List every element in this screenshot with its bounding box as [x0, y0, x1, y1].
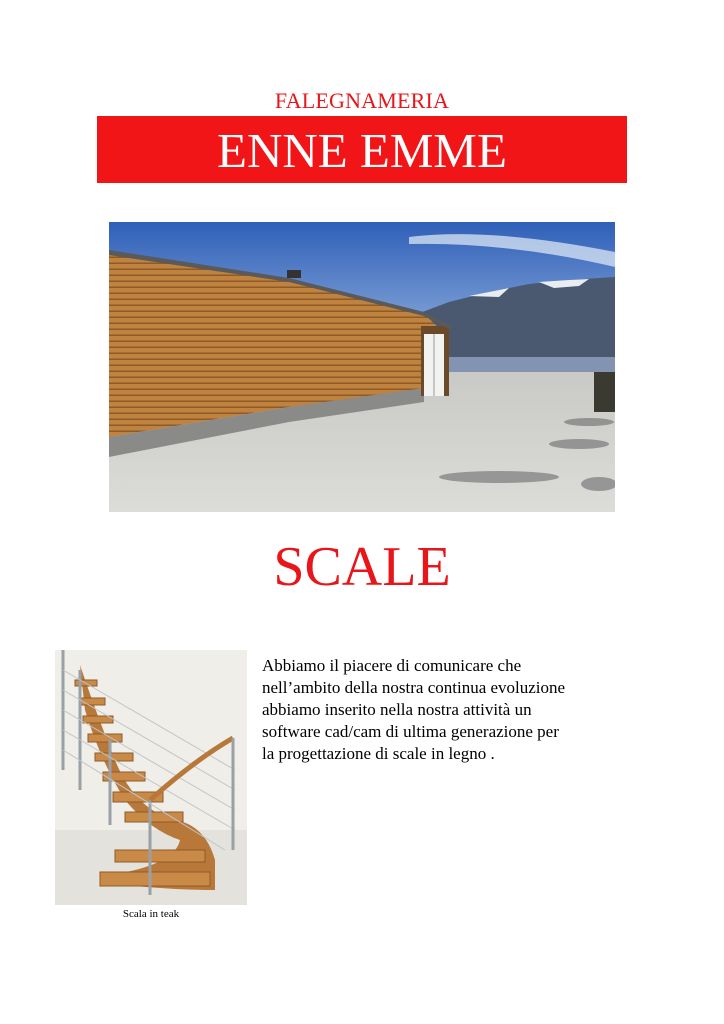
company-name: ENNE EMME: [217, 123, 507, 178]
company-subtitle: FALEGNAMERIA: [274, 88, 450, 113]
workshop-building-photo: [109, 222, 615, 512]
section-title: SCALE: [273, 536, 451, 598]
body-line: Abbiamo il piacere di comunicare che: [262, 656, 522, 675]
body-line: nell’ambito della nostra continua evoluzione: [262, 678, 566, 697]
body-line: abbiamo inserito nella nostra attività un: [262, 700, 532, 719]
body-line: software cad/cam di ultima generazione per: [262, 722, 559, 741]
wooden-staircase-photo: [55, 650, 247, 905]
body-line: la progettazione di scale in legno .: [262, 744, 495, 763]
staircase-caption: Scala in teak: [122, 908, 180, 920]
body-paragraph: [262, 655, 627, 765]
